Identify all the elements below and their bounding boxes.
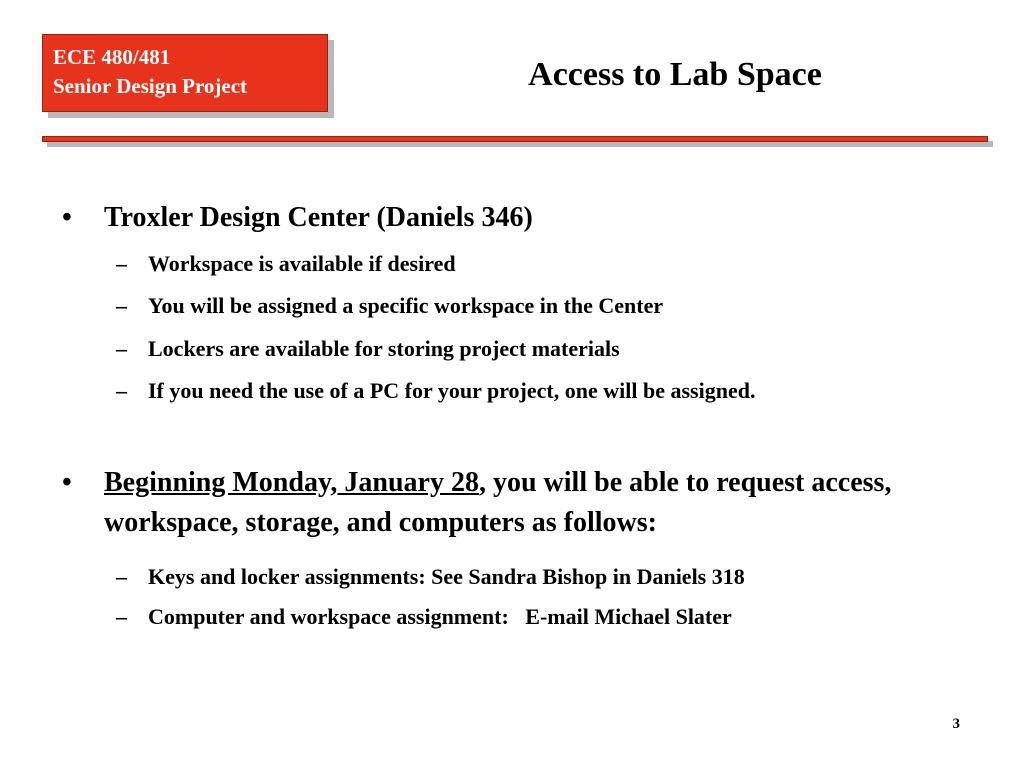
course-number: ECE 480/481 [53, 45, 171, 69]
subitem-assigned-workspace [116, 292, 996, 320]
bullet-text [104, 463, 982, 543]
subitem-marker: – [116, 251, 127, 276]
bullet-troxler-design-center [62, 198, 982, 238]
subitem-computer-workspace [116, 603, 996, 631]
subitem-text: Computer and workspace assignment: E-mail Michael Slater [148, 604, 732, 629]
subitem-marker: – [116, 564, 127, 589]
subitem-workspace-available [116, 250, 996, 278]
subitem-text: Workspace is available if desired [148, 251, 456, 276]
subitem-text: You will be assigned a specific workspace in the Center [148, 293, 664, 318]
subitem-marker: – [116, 378, 127, 403]
bullet-request-access [62, 463, 982, 543]
bullet-marker: • [62, 202, 72, 233]
course-name: Senior Design Project [53, 74, 248, 98]
subitem-text: Lockers are available for storing project materials [148, 336, 620, 361]
bullet-text-rest: , you will be able to request access, workspace, storage, and computers as follows: [104, 467, 892, 538]
title-divider [42, 136, 988, 142]
bullet-text: Troxler Design Center (Daniels 346) [104, 202, 533, 233]
subitem-keys-lockers [116, 563, 996, 591]
course-badge [42, 34, 328, 112]
slide-title: Access to Lab Space [528, 56, 822, 93]
start-date: Beginning Monday, January 28 [104, 467, 479, 498]
subitem-marker: – [116, 604, 127, 629]
subitem-text: Keys and locker assignments: See Sandra Bishop in Daniels 318 [148, 564, 745, 589]
subitem-lockers [116, 335, 996, 363]
subitem-marker: – [116, 293, 127, 318]
subitem-marker: – [116, 336, 127, 361]
subitem-pc-assignment [116, 377, 996, 405]
subitem-text: If you need the use of a PC for your project, one will be assigned. [148, 378, 756, 403]
page-number: 3 [952, 716, 960, 732]
bullet-marker: • [62, 467, 72, 498]
